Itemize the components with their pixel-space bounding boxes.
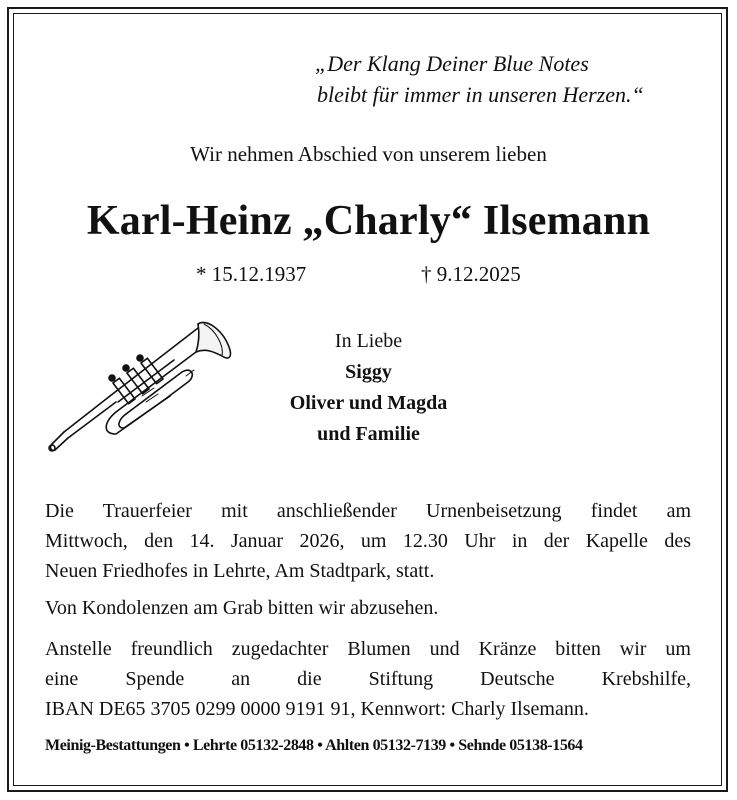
mourner-name: Oliver und Magda: [289, 392, 448, 414]
quote-line-1: „Der Klang Deiner Blue Notes: [315, 51, 589, 76]
mourners-block: [250, 326, 487, 450]
quote-line-2: bleibt für immer in unseren Herzen.“: [317, 82, 644, 107]
deceased-name: Karl-Heinz „Charly“ Ilsemann: [86, 198, 651, 244]
trumpet-icon: [46, 316, 236, 464]
intro-text: Wir nehmen Abschied von unserem lieben: [190, 142, 547, 166]
funeral-details-paragraph: [45, 496, 691, 586]
memorial-quote: [315, 48, 644, 110]
paragraph-line: Von Kondolenzen am Grab bitten wir abzusehen.: [45, 597, 439, 619]
paragraph-line: Die Trauerfeier mit anschließender Urnenbeisetzung findet am: [45, 500, 691, 522]
funeral-home-footer: Meinig-Bestattungen • Lehrte 05132-2848 • Ahlten 05132-7139 • Sehnde 05138-1564: [45, 737, 583, 754]
mourner-name: Siggy: [345, 361, 392, 383]
birth-date: * 15.12.1937: [196, 262, 307, 286]
paragraph-line: IBAN DE65 3705 0299 0000 9191 91, Kennwort: Charly Ilsemann.: [45, 698, 589, 720]
paragraph-line: eine Spende an die Stiftung Deutsche Krebshilfe,: [45, 668, 691, 690]
donation-paragraph: [45, 634, 691, 724]
death-date: † 9.12.2025: [421, 262, 521, 286]
condolence-note: [45, 593, 691, 623]
mourners-intro: In Liebe: [334, 330, 403, 352]
paragraph-line: Anstelle freundlich zugedachter Blumen und Kränze bitten wir um: [45, 638, 691, 660]
paragraph-line: Neuen Friedhofes in Lehrte, Am Stadtpark, statt.: [45, 560, 435, 582]
mourner-name: und Familie: [317, 423, 420, 445]
paragraph-line: Mittwoch, den 14. Januar 2026, um 12.30 Uhr in der Kapelle des: [45, 530, 691, 552]
